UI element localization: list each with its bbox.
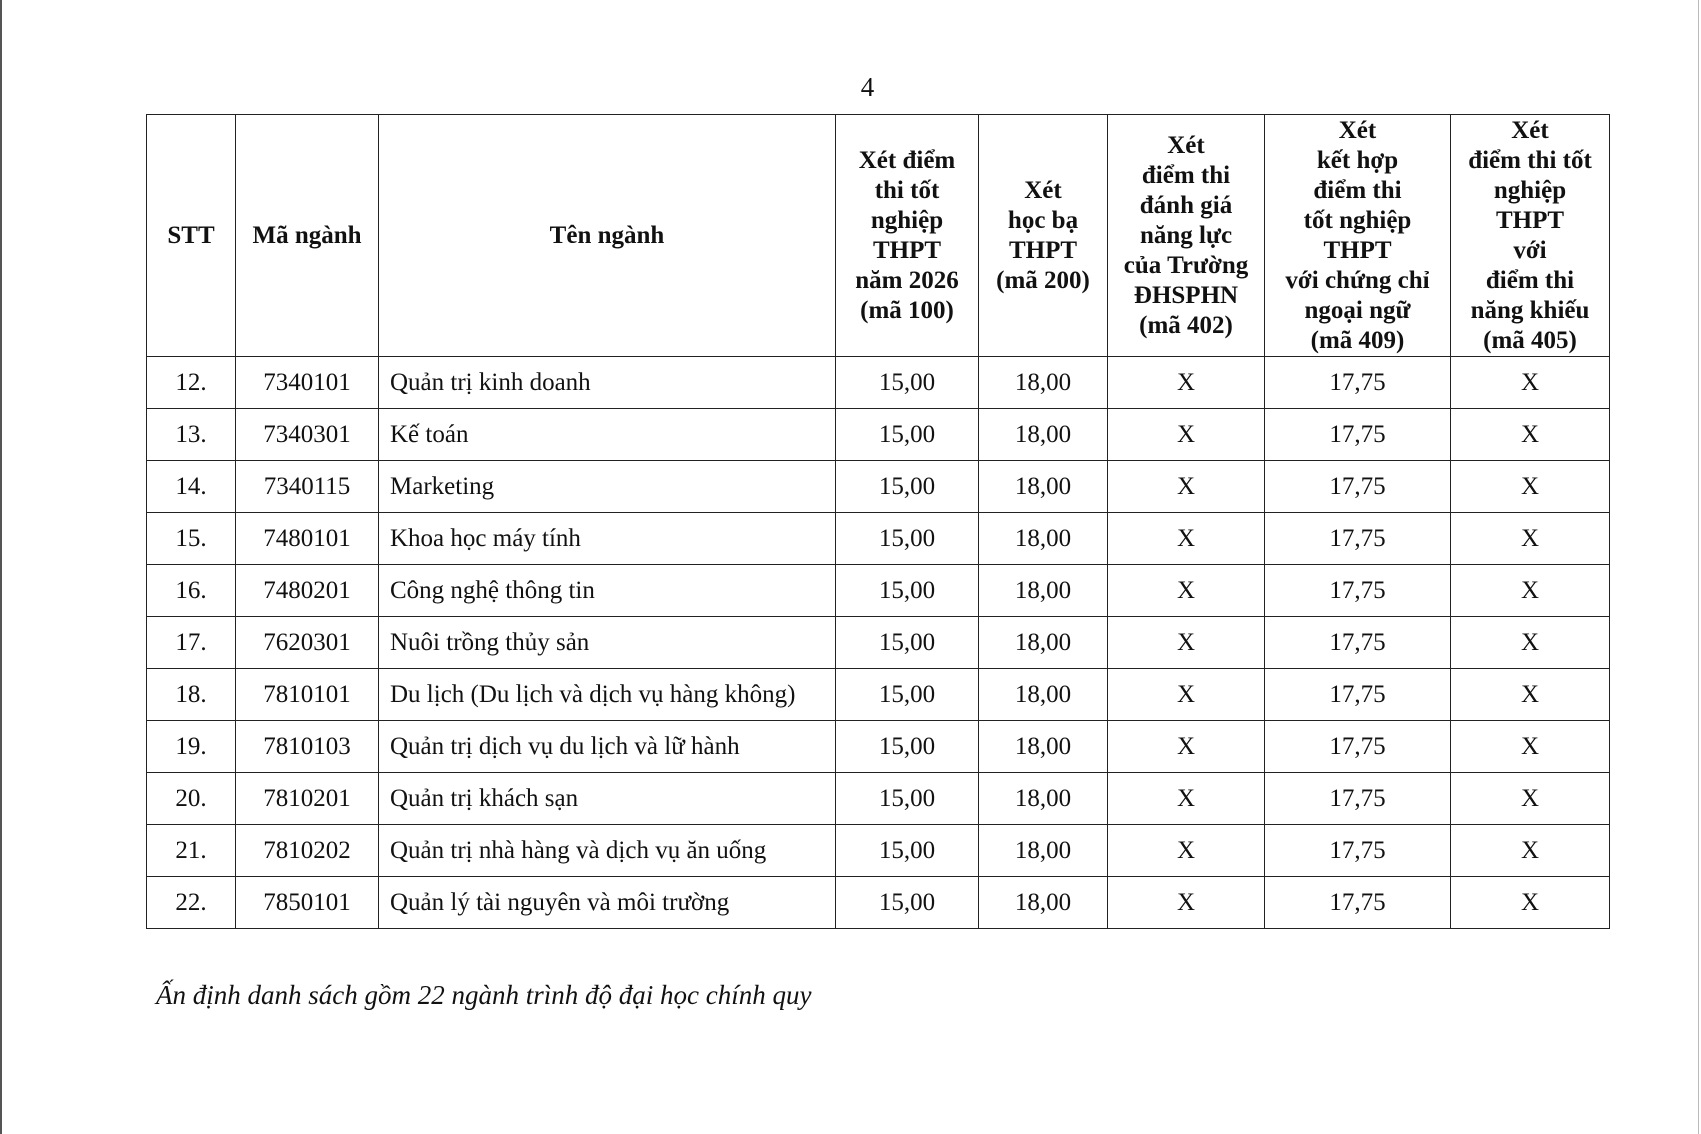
cell-major-code: 7480201 <box>236 565 379 617</box>
header-line: THPT <box>872 236 942 264</box>
cell-major-name: Quản trị nhà hàng và dịch vụ ăn uống <box>379 825 836 877</box>
cell-mark-405: X <box>1451 877 1610 929</box>
cell-score-200: 18,00 <box>979 721 1108 773</box>
header-line: Xét <box>1338 116 1377 144</box>
header-line: THPT <box>1008 236 1078 264</box>
cell-stt: 19. <box>147 721 236 773</box>
header-line: điểm thi <box>1485 266 1575 294</box>
cell-major-code: 7810202 <box>236 825 379 877</box>
admissions-table <box>146 114 1610 929</box>
cell-stt: 16. <box>147 565 236 617</box>
cell-score-100: 15,00 <box>836 617 979 669</box>
header-line: Xét điểm <box>858 146 956 174</box>
cell-stt: 20. <box>147 773 236 825</box>
cell-mark-405: X <box>1451 773 1610 825</box>
cell-major-code: 7850101 <box>236 877 379 929</box>
cell-stt: 14. <box>147 461 236 513</box>
header-line: (mã 405) <box>1483 326 1577 354</box>
header-line: Xét <box>1024 176 1062 204</box>
header-line: nghiệp <box>1493 176 1567 204</box>
cell-score-100: 15,00 <box>836 825 979 877</box>
cell-stt: 18. <box>147 669 236 721</box>
header-line: điểm thi tốt <box>1468 146 1592 174</box>
cell-major-code: 7340115 <box>236 461 379 513</box>
table-row <box>147 565 1610 617</box>
cell-mark-405: X <box>1451 409 1610 461</box>
cell-score-200: 18,00 <box>979 669 1108 721</box>
table-row <box>147 825 1610 877</box>
cell-score-200: 18,00 <box>979 357 1108 409</box>
cell-mark-402: X <box>1108 877 1265 929</box>
header-line: năng khiếu <box>1470 296 1590 324</box>
cell-score-409: 17,75 <box>1265 825 1451 877</box>
header-line: đánh giá <box>1139 191 1233 219</box>
cell-score-100: 15,00 <box>836 877 979 929</box>
table-row <box>147 409 1610 461</box>
cell-mark-405: X <box>1451 357 1610 409</box>
cell-major-code: 7810103 <box>236 721 379 773</box>
header-line: năm 2026 <box>855 266 959 294</box>
cell-score-100: 15,00 <box>836 721 979 773</box>
cell-major-name: Quản trị kinh doanh <box>379 357 836 409</box>
cell-major-code: 7340301 <box>236 409 379 461</box>
cell-score-200: 18,00 <box>979 617 1108 669</box>
table-row <box>147 721 1610 773</box>
cell-score-100: 15,00 <box>836 773 979 825</box>
header-m402 <box>1108 115 1265 357</box>
cell-score-200: 18,00 <box>979 877 1108 929</box>
header-line: (mã 200) <box>996 266 1090 294</box>
cell-major-code: 7480101 <box>236 513 379 565</box>
cell-major-name: Kế toán <box>379 409 836 461</box>
cell-score-409: 17,75 <box>1265 565 1451 617</box>
table-row <box>147 357 1610 409</box>
table-body <box>147 357 1610 929</box>
cell-major-name: Khoa học máy tính <box>379 513 836 565</box>
footnote: Ấn định danh sách gồm 22 ngành trình độ đại học chính quy <box>156 980 812 1010</box>
cell-mark-405: X <box>1451 461 1610 513</box>
header-line: của Trường <box>1123 251 1249 279</box>
cell-stt: 12. <box>147 357 236 409</box>
cell-score-100: 15,00 <box>836 357 979 409</box>
header-line: (mã 402) <box>1139 311 1233 339</box>
header-line: với chứng chỉ <box>1285 266 1430 294</box>
cell-score-100: 15,00 <box>836 513 979 565</box>
cell-mark-405: X <box>1451 617 1610 669</box>
cell-stt: 22. <box>147 877 236 929</box>
header-line: thi tốt <box>874 176 940 204</box>
cell-mark-402: X <box>1108 409 1265 461</box>
cell-score-409: 17,75 <box>1265 617 1451 669</box>
cell-score-100: 15,00 <box>836 409 979 461</box>
cell-score-100: 15,00 <box>836 565 979 617</box>
cell-major-name: Công nghệ thông tin <box>379 565 836 617</box>
cell-mark-402: X <box>1108 357 1265 409</box>
header-stt <box>147 115 236 357</box>
page-number: 4 <box>860 72 875 102</box>
header-line: điểm thi <box>1141 161 1231 189</box>
table-row <box>147 773 1610 825</box>
cell-score-200: 18,00 <box>979 773 1108 825</box>
header-name <box>379 115 836 357</box>
header-m405 <box>1451 115 1610 357</box>
cell-mark-402: X <box>1108 513 1265 565</box>
cell-mark-405: X <box>1451 513 1610 565</box>
header-line: năng lực <box>1139 221 1233 249</box>
header-line: Xét <box>1511 116 1549 144</box>
cell-stt: 21. <box>147 825 236 877</box>
header-line: STT <box>167 221 215 249</box>
table-row <box>147 513 1610 565</box>
cell-score-409: 17,75 <box>1265 409 1451 461</box>
cell-mark-402: X <box>1108 461 1265 513</box>
cell-score-409: 17,75 <box>1265 513 1451 565</box>
header-line: tốt nghiệp <box>1303 206 1412 234</box>
header-row <box>147 115 1610 357</box>
header-line: điểm thi <box>1313 176 1402 204</box>
cell-mark-402: X <box>1108 617 1265 669</box>
header-line: Tên ngành <box>549 221 665 249</box>
cell-mark-402: X <box>1108 721 1265 773</box>
header-line: nghiệp <box>870 206 944 234</box>
header-line: học bạ <box>1007 206 1079 234</box>
header-line: ĐHSPHN <box>1133 281 1239 309</box>
cell-major-code: 7810201 <box>236 773 379 825</box>
cell-major-name: Quản trị khách sạn <box>379 773 836 825</box>
cell-stt: 15. <box>147 513 236 565</box>
header-line: Mã ngành <box>252 221 362 249</box>
header-line: với <box>1513 236 1547 264</box>
cell-major-name: Quản lý tài nguyên và môi trường <box>379 877 836 929</box>
cell-mark-402: X <box>1108 825 1265 877</box>
cell-major-name: Du lịch (Du lịch và dịch vụ hàng không) <box>379 669 836 721</box>
cell-mark-405: X <box>1451 565 1610 617</box>
header-line: (mã 100) <box>860 296 954 324</box>
header-m200 <box>979 115 1108 357</box>
cell-score-409: 17,75 <box>1265 669 1451 721</box>
cell-score-200: 18,00 <box>979 409 1108 461</box>
cell-score-200: 18,00 <box>979 461 1108 513</box>
cell-major-name: Marketing <box>379 461 836 513</box>
table-row <box>147 617 1610 669</box>
header-m100 <box>836 115 979 357</box>
cell-mark-405: X <box>1451 669 1610 721</box>
cell-major-name: Nuôi trồng thủy sản <box>379 617 836 669</box>
header-code <box>236 115 379 357</box>
cell-score-200: 18,00 <box>979 513 1108 565</box>
cell-mark-402: X <box>1108 773 1265 825</box>
cell-mark-402: X <box>1108 565 1265 617</box>
cell-score-200: 18,00 <box>979 565 1108 617</box>
cell-major-name: Quản trị dịch vụ du lịch và lữ hành <box>379 721 836 773</box>
cell-mark-405: X <box>1451 721 1610 773</box>
cell-score-409: 17,75 <box>1265 877 1451 929</box>
header-line: kết hợp <box>1316 146 1399 174</box>
cell-major-code: 7620301 <box>236 617 379 669</box>
header-m409 <box>1265 115 1451 357</box>
cell-score-100: 15,00 <box>836 461 979 513</box>
cell-major-code: 7340101 <box>236 357 379 409</box>
cell-score-409: 17,75 <box>1265 721 1451 773</box>
header-line: ngoại ngữ <box>1304 296 1411 324</box>
cell-score-200: 18,00 <box>979 825 1108 877</box>
cell-score-100: 15,00 <box>836 669 979 721</box>
cell-stt: 13. <box>147 409 236 461</box>
cell-score-409: 17,75 <box>1265 357 1451 409</box>
cell-stt: 17. <box>147 617 236 669</box>
cell-mark-405: X <box>1451 825 1610 877</box>
cell-score-409: 17,75 <box>1265 461 1451 513</box>
cell-score-409: 17,75 <box>1265 773 1451 825</box>
header-line: Xét <box>1167 131 1205 159</box>
header-line: THPT <box>1495 206 1565 234</box>
header-line: (mã 409) <box>1310 326 1405 354</box>
table-row <box>147 877 1610 929</box>
header-line: THPT <box>1323 236 1392 264</box>
cell-mark-402: X <box>1108 669 1265 721</box>
table-row <box>147 461 1610 513</box>
table-row <box>147 669 1610 721</box>
cell-major-code: 7810101 <box>236 669 379 721</box>
